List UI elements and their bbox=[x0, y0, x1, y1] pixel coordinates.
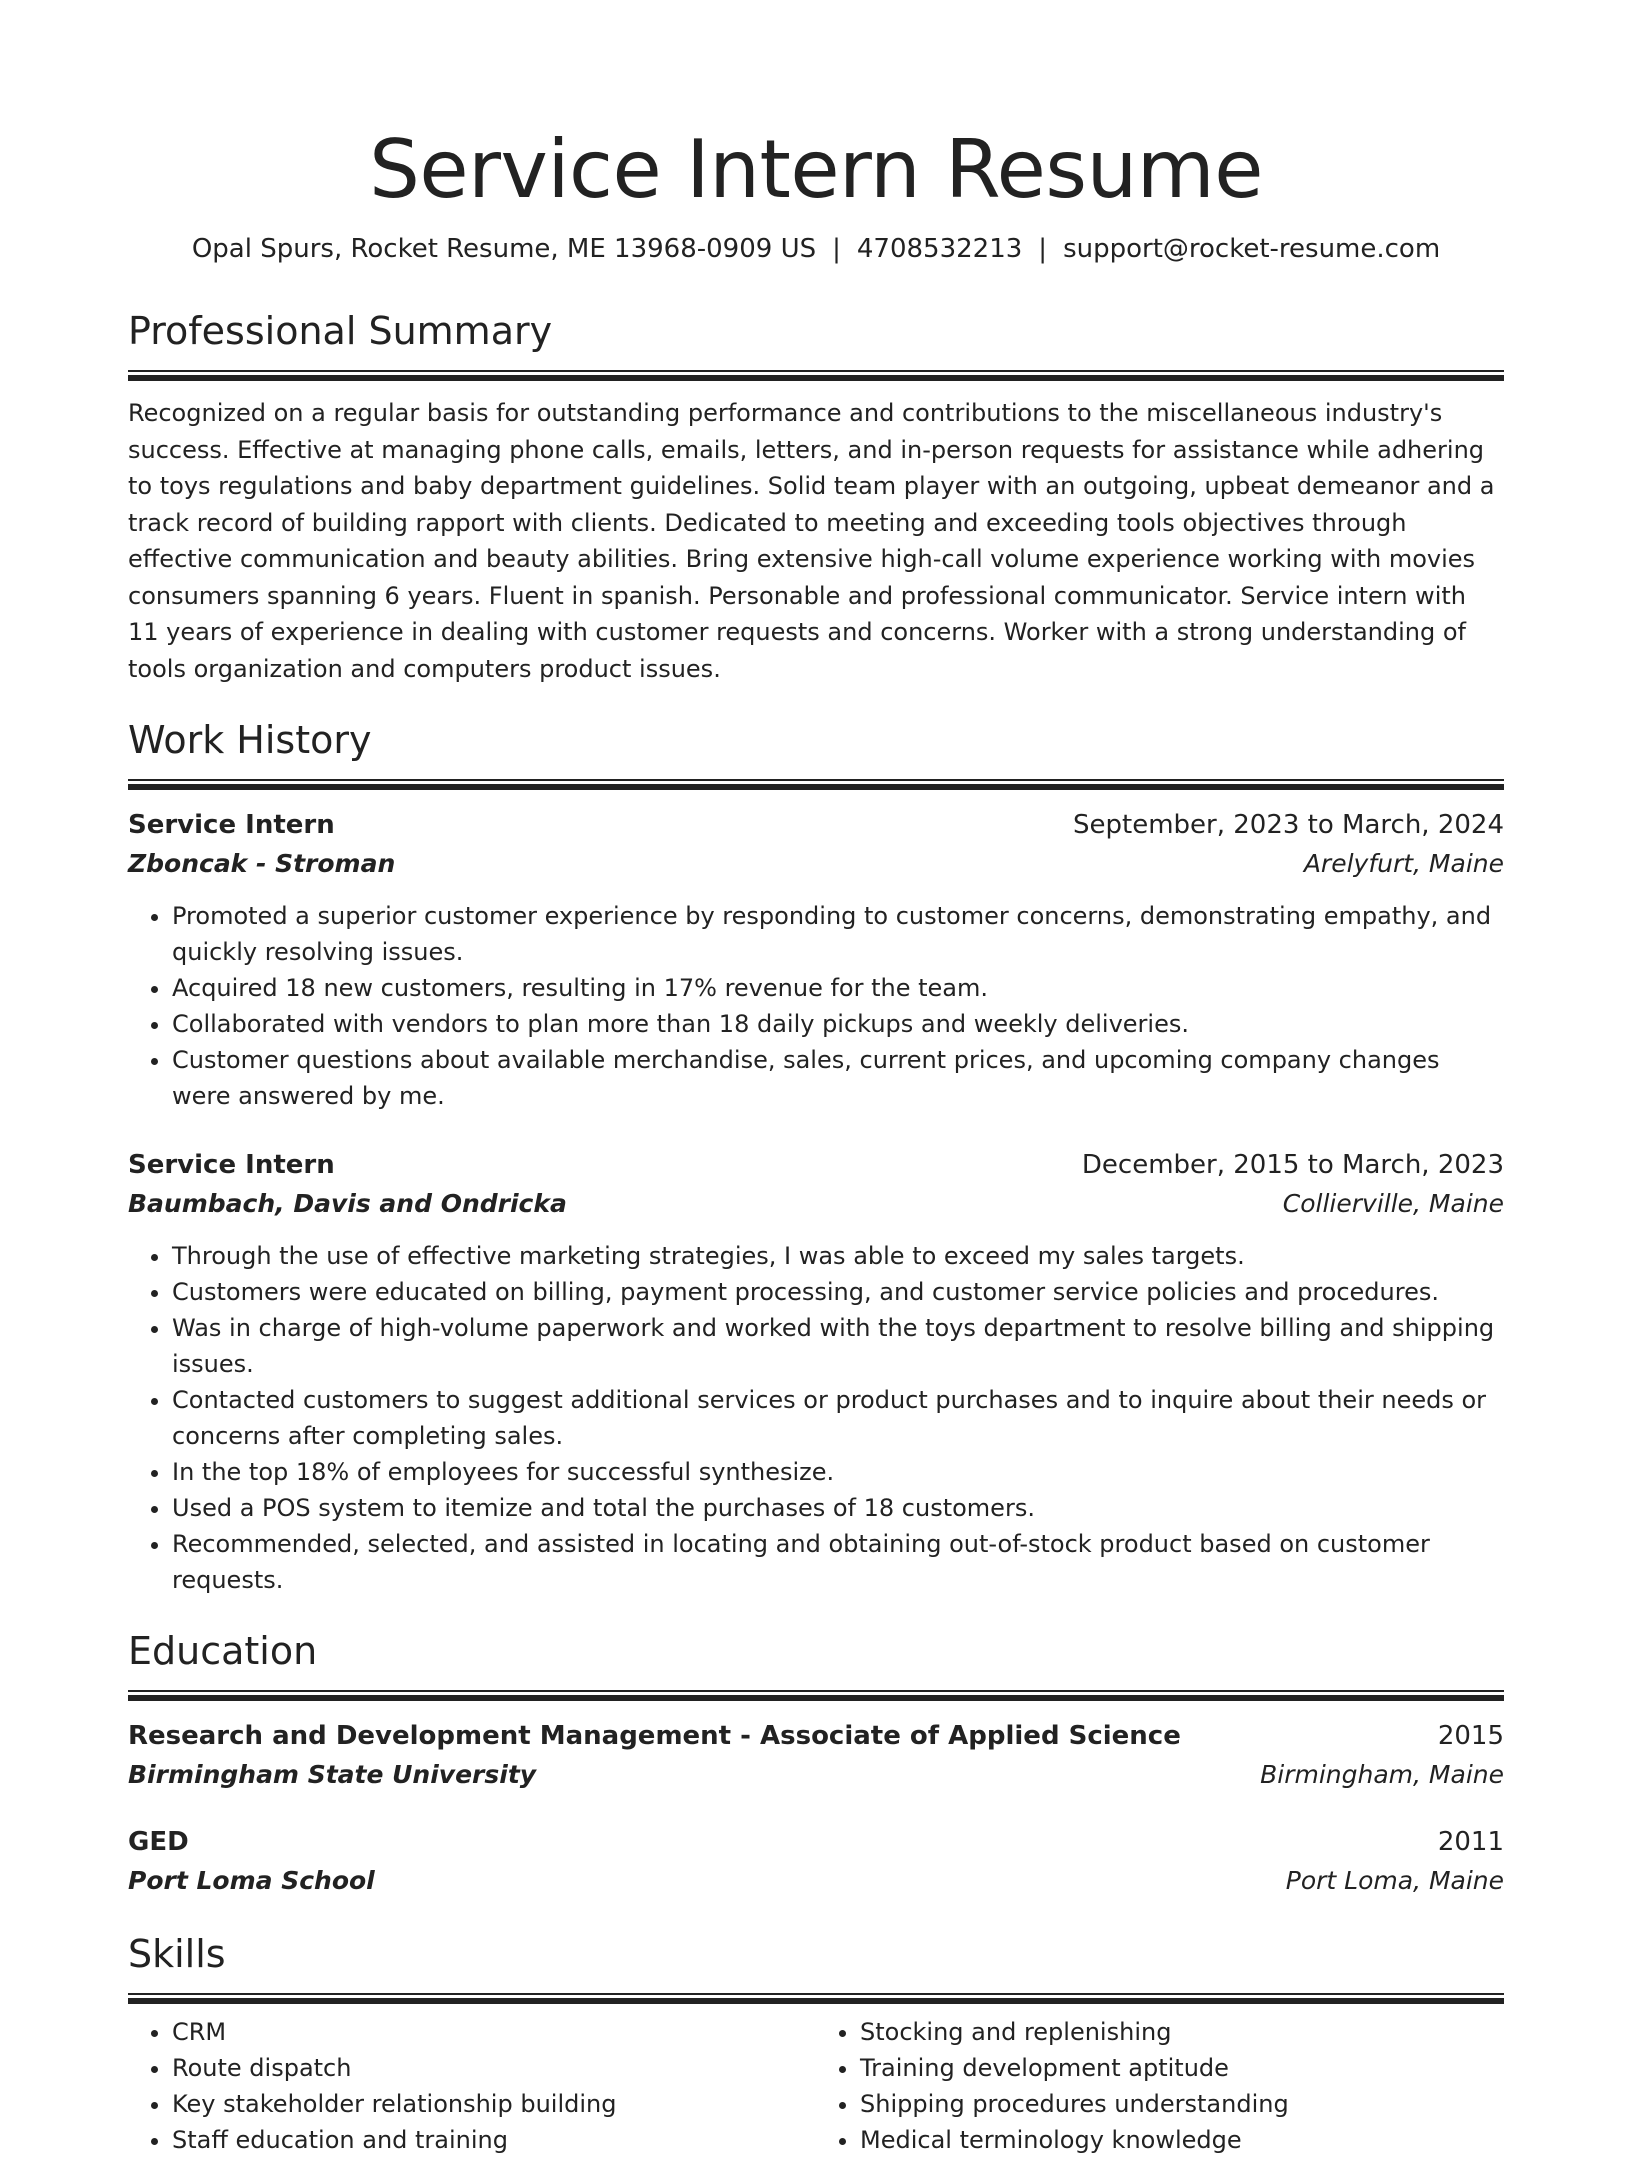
skills-list-right bbox=[816, 2014, 1504, 2158]
list-item: • Route dispatch bbox=[172, 2050, 816, 2086]
skills-section bbox=[128, 1929, 1504, 2158]
list-item: • Customer questions about available merchandise, sales, current prices, and upcoming company changes were answered by me. bbox=[172, 1042, 1504, 1114]
job-dates: December, 2015 to March, 2023 bbox=[1081, 1150, 1504, 1180]
job-entry bbox=[128, 806, 1504, 1114]
education-school-row bbox=[128, 1755, 1504, 1795]
resume-title: Service Intern Resume bbox=[369, 123, 1263, 216]
list-item: • Key stakeholder relationship building bbox=[172, 2086, 816, 2122]
list-item: • Through the use of effective marketing strategies, I was able to exceed my sales targets. bbox=[172, 1238, 1504, 1274]
job-location: Collierville, Maine bbox=[1282, 1189, 1504, 1218]
job-title: Service Intern bbox=[128, 1150, 335, 1180]
list-item: • Was in charge of high-volume paperwork and worked with the toys department to resolve billing and shipping issues. bbox=[172, 1310, 1504, 1382]
list-item: • Shipping procedures understanding bbox=[860, 2086, 1504, 2122]
job-header-row bbox=[128, 1146, 1504, 1184]
job-company: Zboncak - Stroman bbox=[128, 849, 396, 878]
contact-address: Opal Spurs, Rocket Resume, ME 13968-0909 US bbox=[191, 234, 817, 264]
list-item: • In the top 18% of employees for successful synthesize. bbox=[172, 1454, 1504, 1490]
list-item: • Used a POS system to itemize and total the purchases of 18 customers. bbox=[172, 1490, 1504, 1526]
section-divider bbox=[128, 1690, 1504, 1701]
list-item: • Acquired 18 new customers, resulting in 17% revenue for the team. bbox=[172, 970, 1504, 1006]
summary-text: Recognized on a regular basis for outstanding performance and contributions to the miscellaneous industry's success. Effective at managing phone calls, emails, letters, and in-person requests for assistance while adhering to toys regulations and baby department guidelines. Solid team player with an outgoing, upbeat demeanor and a track record of building rapport with clients. Dedicated to meeting and exceeding tools objectives through effective communication and beauty abilities. Bring extensive high-call volume experience working with movies consumers spanning 6 years. Fluent in spanish. Personable and professional communicator. Service intern with 11 years of experience in dealing with customer requests and concerns. Worker with a strong understanding of tools organization and computers product issues. bbox=[128, 399, 1495, 683]
education-year: 2015 bbox=[1437, 1721, 1504, 1751]
education-year: 2011 bbox=[1437, 1827, 1504, 1857]
education-header-row bbox=[128, 1717, 1504, 1755]
education-location: Port Loma, Maine bbox=[1285, 1866, 1504, 1895]
list-item: • Promoted a superior customer experience by responding to customer concerns, demonstrating empathy, and quickly resolving issues. bbox=[172, 898, 1504, 970]
job-title: Service Intern bbox=[128, 810, 335, 840]
list-item: • Collaborated with vendors to plan more than 18 daily pickups and weekly deliveries. bbox=[172, 1006, 1504, 1042]
education-entry bbox=[128, 1717, 1504, 1795]
resume-page bbox=[128, 0, 1504, 2158]
contact-line bbox=[128, 232, 1504, 266]
job-header-row bbox=[128, 806, 1504, 844]
education-degree: GED bbox=[128, 1827, 189, 1857]
list-item: • Training development aptitude bbox=[860, 2050, 1504, 2086]
section-divider bbox=[128, 1993, 1504, 2004]
summary-section bbox=[128, 306, 1504, 687]
skills-list-left bbox=[128, 2014, 816, 2158]
job-bullets bbox=[128, 1238, 1504, 1598]
education-degree: Research and Development Management - Associate of Applied Science bbox=[128, 1721, 1181, 1751]
education-school: Port Loma School bbox=[128, 1866, 375, 1895]
education-heading: Education bbox=[128, 1629, 318, 1673]
education-header-row bbox=[128, 1823, 1504, 1861]
contact-separator: | bbox=[1038, 234, 1048, 264]
skills-columns bbox=[128, 2014, 1504, 2158]
summary-heading: Professional Summary bbox=[128, 309, 553, 353]
section-divider bbox=[128, 370, 1504, 381]
job-entry bbox=[128, 1146, 1504, 1598]
job-company-row bbox=[128, 844, 1504, 884]
contact-phone: 4708532213 bbox=[856, 234, 1023, 264]
section-divider bbox=[128, 779, 1504, 790]
contact-separator: | bbox=[832, 234, 841, 264]
education-location: Birmingham, Maine bbox=[1260, 1760, 1504, 1789]
list-item: • Staff education and training bbox=[172, 2122, 816, 2158]
skills-heading: Skills bbox=[128, 1932, 226, 1976]
job-location: Arelyfurt, Maine bbox=[1303, 849, 1504, 878]
contact-email: support@rocket-resume.com bbox=[1063, 234, 1441, 264]
list-item: • Contacted customers to suggest additional services or product purchases and to inquire about their needs or concerns after completing sales. bbox=[172, 1382, 1504, 1454]
list-item: • Medical terminology knowledge bbox=[860, 2122, 1504, 2158]
work-history-section bbox=[128, 715, 1504, 1598]
list-item: • Customers were educated on billing, payment processing, and customer service policies and procedures. bbox=[172, 1274, 1504, 1310]
job-dates: September, 2023 to March, 2024 bbox=[1073, 810, 1504, 840]
work-history-heading: Work History bbox=[128, 718, 372, 762]
list-item: • Stocking and replenishing bbox=[860, 2014, 1504, 2050]
education-school-row bbox=[128, 1861, 1504, 1901]
education-school: Birmingham State University bbox=[128, 1760, 537, 1789]
job-company-row bbox=[128, 1184, 1504, 1224]
list-item: • CRM bbox=[172, 2014, 816, 2050]
job-company: Baumbach, Davis and Ondricka bbox=[128, 1189, 567, 1218]
education-section bbox=[128, 1626, 1504, 1901]
education-entry bbox=[128, 1823, 1504, 1901]
job-bullets bbox=[128, 898, 1504, 1114]
list-item: • Recommended, selected, and assisted in locating and obtaining out-of-stock product based on customer requests. bbox=[172, 1526, 1504, 1598]
